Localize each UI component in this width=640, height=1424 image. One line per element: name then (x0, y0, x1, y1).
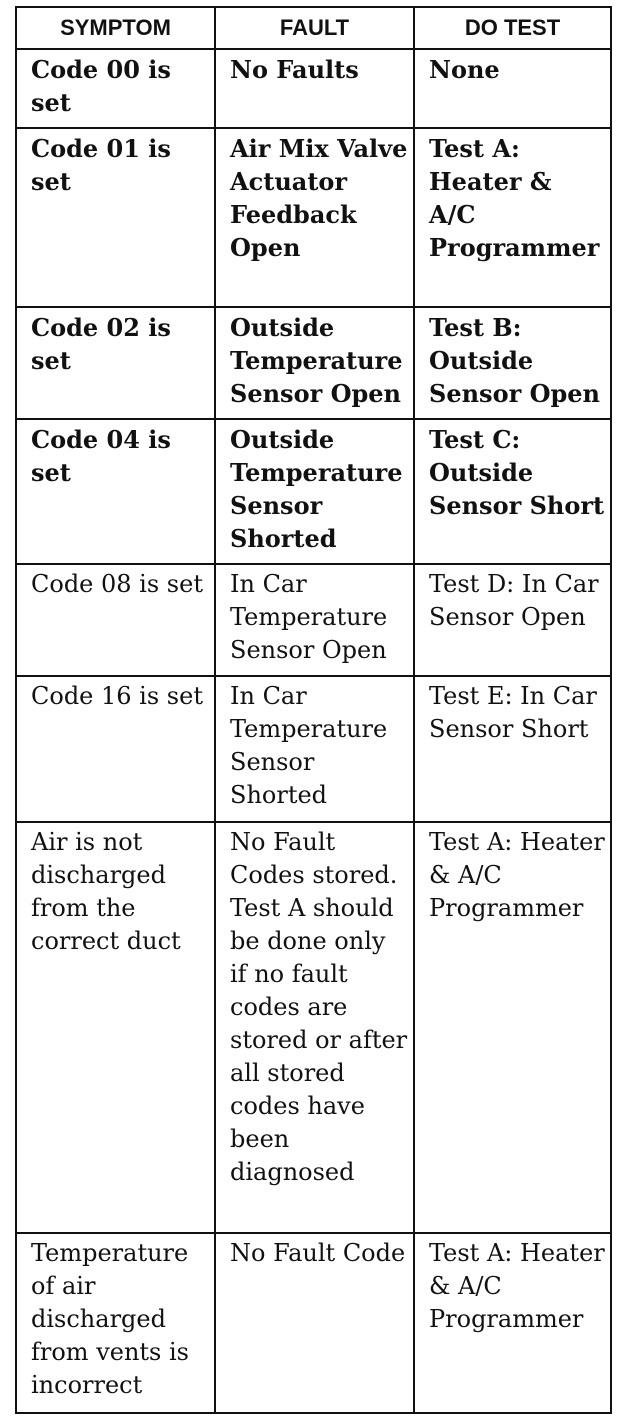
test-cell: None (414, 49, 611, 128)
fault-cell: No Fault Codes stored. Test A should be done only if no fault codes are stored or after all stored codes have been diagnosed (215, 822, 414, 1233)
symptom-cell: Temperature of air discharged from vents is incorrect (16, 1233, 215, 1413)
symptom-cell: Air is not discharged from the correct duct (16, 822, 215, 1233)
fault-cell: Outside Temperature Sensor Shorted (215, 419, 414, 564)
table-row (16, 1233, 611, 1413)
fault-cell: Outside Temperature Sensor Open (215, 307, 414, 419)
header-fault: FAULT (215, 7, 414, 49)
symptom-cell: Code 16 is set (16, 676, 215, 822)
fault-cell: No Fault Code (215, 1233, 414, 1413)
table-row (16, 49, 611, 128)
fault-cell: In Car Temperature Sensor Shorted (215, 676, 414, 822)
header-symptom: SYMPTOM (16, 7, 215, 49)
test-cell: Test D: In Car Sensor Open (414, 564, 611, 676)
test-cell: Test C: Outside Sensor Short (414, 419, 611, 564)
test-cell: Test E: In Car Sensor Short (414, 676, 611, 822)
symptom-cell: Code 01 is set (16, 128, 215, 307)
diagnostic-table-container (15, 6, 610, 1414)
header-do-test: DO TEST (414, 7, 611, 49)
symptom-cell: Code 04 is set (16, 419, 215, 564)
test-cell: Test B: Outside Sensor Open (414, 307, 611, 419)
symptom-cell: Code 00 is set (16, 49, 215, 128)
fault-cell: No Faults (215, 49, 414, 128)
test-cell: Test A: Heater & A/C Programmer (414, 1233, 611, 1413)
table-row (16, 419, 611, 564)
symptom-cell: Code 08 is set (16, 564, 215, 676)
test-cell: Test A: Heater & A/C Programmer (414, 128, 611, 307)
table-row (16, 676, 611, 822)
fault-cell: Air Mix Valve Actuator Feedback Open (215, 128, 414, 307)
table-row (16, 307, 611, 419)
fault-cell: In Car Temperature Sensor Open (215, 564, 414, 676)
table-header-row (16, 7, 611, 49)
test-cell: Test A: Heater & A/C Programmer (414, 822, 611, 1233)
diagnostic-table (15, 6, 612, 1414)
table-row (16, 128, 611, 307)
table-row (16, 564, 611, 676)
table-row (16, 822, 611, 1233)
symptom-cell: Code 02 is set (16, 307, 215, 419)
